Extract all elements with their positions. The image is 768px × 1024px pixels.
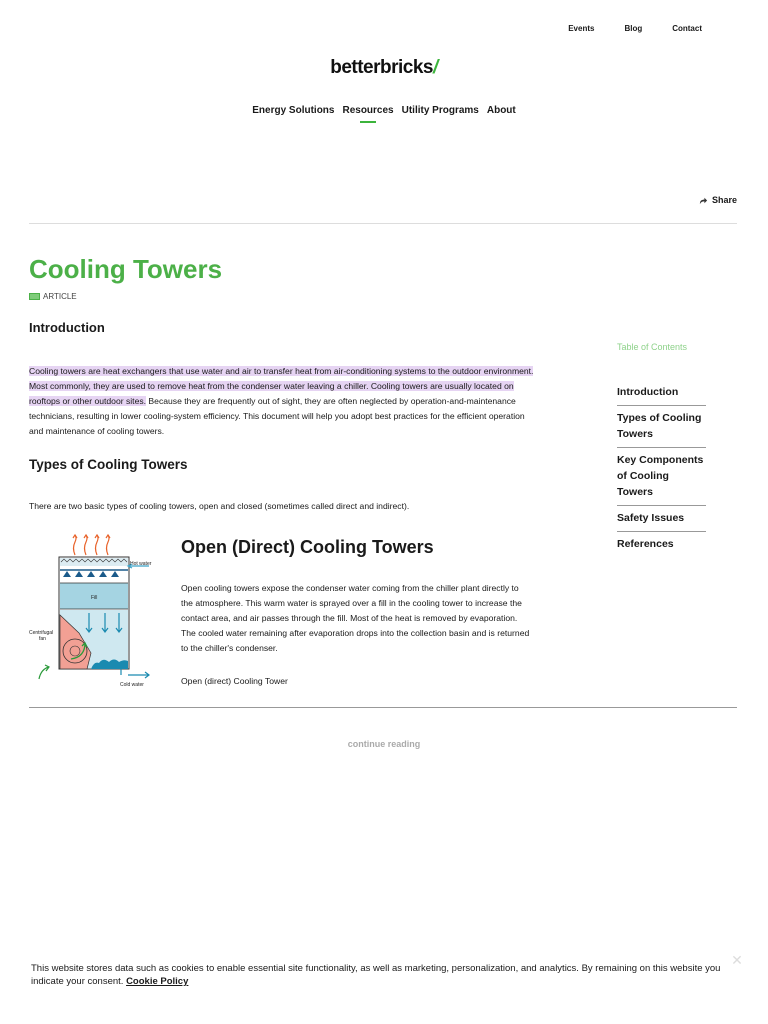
toc-item-types[interactable]: Types of Cooling Towers xyxy=(617,406,706,448)
page-title: Cooling Towers xyxy=(29,254,223,284)
site-logo[interactable] xyxy=(0,57,768,79)
top-link-blog[interactable]: Blog xyxy=(624,24,643,33)
toc-title: Table of Contents xyxy=(617,342,688,352)
intro-highlighted-text: Cooling towers are heat exchangers that use water and air to transfer heat from air-conditioning systems to the outdoor environment. Most commonly, they are used to remove heat from the condenser water leaving a chiller. Cooling towers are usually located on rooftops or other outdoor sites. xyxy=(29,366,534,406)
intro-heading: Introduction xyxy=(29,320,105,335)
fan-label-line1: Centrifugal xyxy=(29,630,54,636)
nav-energy-solutions[interactable]: Energy Solutions xyxy=(252,105,335,116)
toc-item-introduction[interactable]: Introduction xyxy=(617,380,706,406)
continue-reading-button[interactable]: continue reading xyxy=(347,739,421,749)
toc-item-safety[interactable]: Safety Issues xyxy=(617,506,706,532)
diagram-caption: Open (direct) Cooling Tower xyxy=(181,676,288,686)
nav-about[interactable]: About xyxy=(486,105,516,116)
article-type-label: ARTICLE xyxy=(43,292,77,301)
content-divider xyxy=(29,707,737,708)
toc-item-references[interactable]: References xyxy=(617,538,674,550)
fill-label: Fill xyxy=(91,595,98,601)
share-arrow-icon xyxy=(699,196,708,205)
cookie-banner xyxy=(31,962,721,988)
main-nav xyxy=(0,105,768,116)
logo-slash: / xyxy=(433,57,438,78)
steam-arrows-icon xyxy=(73,535,110,555)
table-of-contents xyxy=(617,342,706,557)
intro-text: Because they are frequently out of sight, they are often neglected by operation-and-maintenance technicians, resulting in lower cooling-system efficiency. This document will help you adopt best practices for the efficient operation and maintenance of cooling towers. xyxy=(29,396,525,436)
article-type-badge xyxy=(29,292,77,301)
cookie-policy-link[interactable]: Cookie Policy xyxy=(126,976,189,987)
nav-utility-programs[interactable]: Utility Programs xyxy=(401,105,479,116)
top-links xyxy=(538,24,702,33)
share-label: Share xyxy=(711,195,737,205)
cold-water-label: Cold water xyxy=(120,682,144,688)
share-button[interactable] xyxy=(699,195,737,205)
open-towers-paragraph: Open cooling towers expose the condenser water coming from the chiller plant directly to the atmosphere. This warm water is sprayed over a fill in the cooling tower to increase the contact area, and air passes through the fill. Most of the heat is removed by evaporation. The cooled water remaining after evaporation drops into the collection basin and is returned to the chiller's condenser. xyxy=(181,583,530,653)
cookie-text: This website stores data such as cookies to enable essential site functionality, as well as marketing, personalization, and analytics. By remaining on this website you indicate your consent. xyxy=(31,963,721,987)
types-paragraph: There are two basic types of cooling towers, open and closed (sometimes called direct and indirect). xyxy=(29,501,410,511)
hot-water-label: Hot water xyxy=(130,561,152,567)
top-link-events[interactable]: Events xyxy=(568,24,595,33)
article-icon xyxy=(29,293,40,300)
nav-resources[interactable]: Resources xyxy=(342,105,394,116)
logo-text: betterbricks xyxy=(330,57,433,78)
intro-paragraph xyxy=(29,364,537,439)
types-heading: Types of Cooling Towers xyxy=(29,457,188,472)
open-cooling-tower-diagram xyxy=(29,533,163,693)
header-divider xyxy=(29,223,737,224)
top-link-contact[interactable]: Contact xyxy=(672,24,702,33)
close-icon[interactable]: ✕ xyxy=(731,952,743,968)
open-towers-heading: Open (Direct) Cooling Towers xyxy=(181,537,434,557)
fan-label-line2: fan xyxy=(39,636,46,642)
toc-item-key-components[interactable]: Key Components of Cooling Towers xyxy=(617,448,706,506)
